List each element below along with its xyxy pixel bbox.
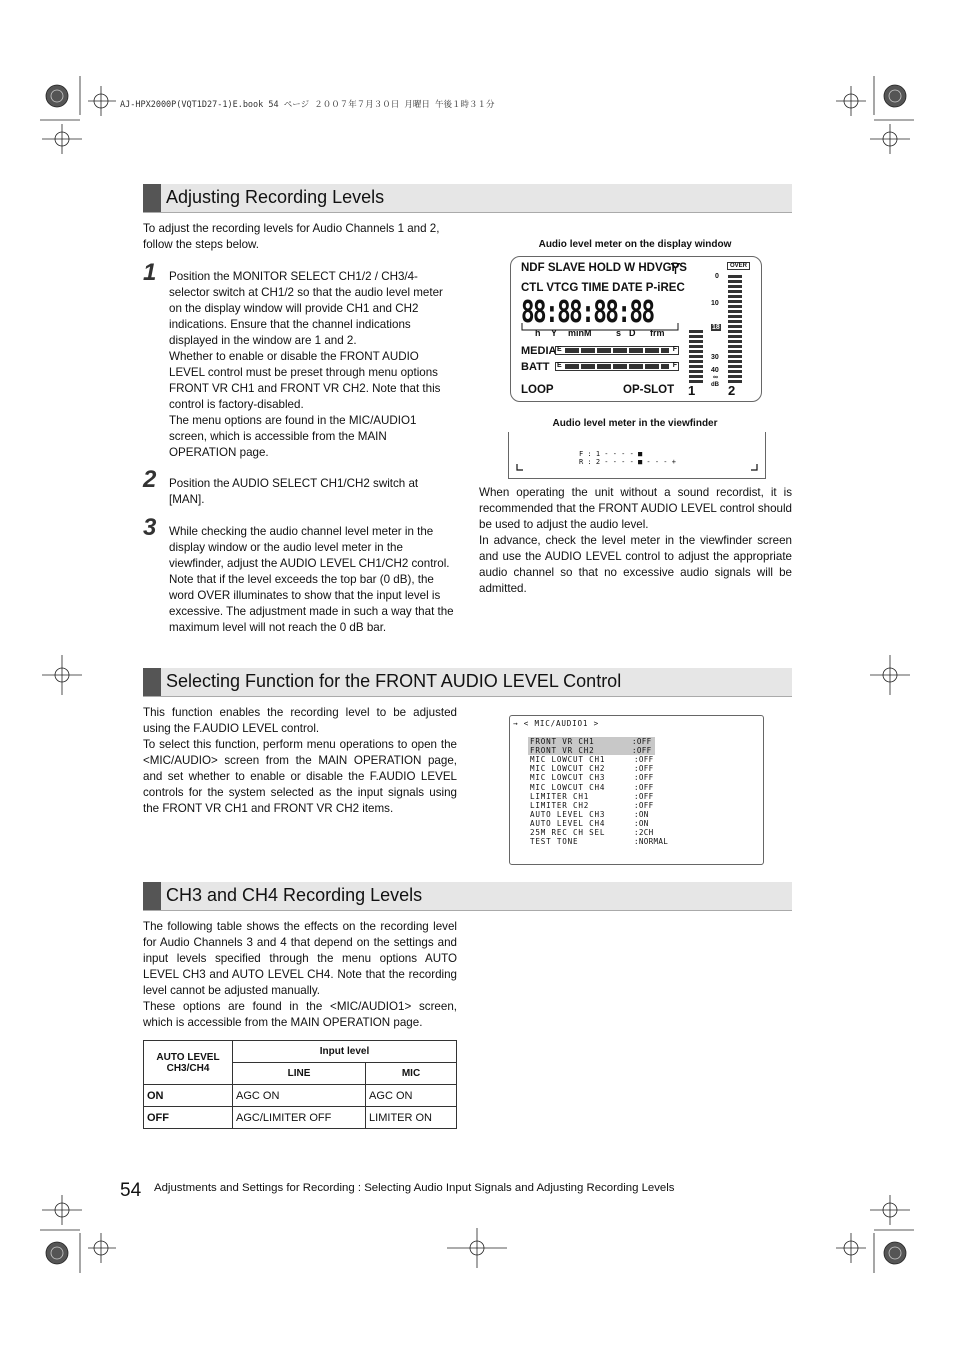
menu-item-value: :OFF [634, 764, 654, 774]
meter-segment [689, 370, 703, 373]
menu-item-label: AUTO LEVEL CH4 [530, 818, 606, 828]
menu-item-value: :NORMAL [634, 837, 669, 847]
menu-item[interactable] [530, 773, 654, 783]
page-number: 54 [120, 1180, 142, 1201]
intro-text: To adjust the recording levels for Audio Channels 1 and 2, follow the steps below. [143, 222, 440, 251]
meter-segment [728, 375, 742, 378]
bar-full-label: F [672, 362, 677, 369]
table-corner-header: AUTO LEVEL CH3/CH4 [144, 1041, 233, 1085]
menu-item-label: TEST TONE [530, 837, 579, 847]
table-group-header: Input level [233, 1041, 457, 1063]
meter-segment [728, 300, 742, 303]
meter-segment [728, 315, 742, 318]
meter-segment [689, 280, 703, 283]
menu-item[interactable] [530, 782, 654, 792]
meter-segment [689, 345, 703, 348]
menu-item[interactable] [530, 764, 654, 774]
bar-empty-label: E [557, 346, 562, 353]
menu-item-label: FRONT VR CH2 [530, 746, 595, 756]
vf-corner-marks [509, 432, 765, 478]
bar-empty-label: E [557, 362, 562, 369]
gps-antenna-icon [671, 263, 680, 274]
menu-item-value: :OFF [634, 791, 654, 801]
lcd-loop-label: LOOP [521, 384, 554, 396]
meter-segment [728, 345, 742, 348]
lcd-digits: 88:88:88:88 [521, 295, 654, 330]
meter-segment [728, 330, 742, 333]
step-text: Position the AUDIO SELECT CH1/CH2 switch at [MAN]. [169, 477, 419, 506]
table-cell: AGC ON [366, 1085, 457, 1107]
meter-segment [728, 355, 742, 358]
lcd-ch2-label: 2 [728, 383, 736, 398]
lcd-opslot-label: OP-SLOT [623, 384, 675, 396]
meter-segment [728, 305, 742, 308]
menu-item-value: :OFF [634, 782, 654, 792]
vf-line: R : 2 - - - - ■ - - - + [579, 458, 676, 466]
menu-item[interactable] [530, 818, 649, 828]
table-cell: AGC/LIMITER OFF [233, 1107, 366, 1129]
menu-item-label: AUTO LEVEL CH3 [530, 809, 606, 819]
meter-segment [728, 365, 742, 368]
meter-segment [728, 320, 742, 323]
menu-item[interactable] [528, 746, 655, 755]
meter-segment [689, 330, 703, 333]
meter-segment [689, 300, 703, 303]
lcd-unit: minM [568, 328, 592, 338]
bar-full-label: F [672, 346, 677, 353]
meter-segment [689, 365, 703, 368]
table-cell: AGC ON [233, 1085, 366, 1107]
table-row-header: OFF [144, 1107, 233, 1129]
meter-segment [689, 290, 703, 293]
scale-label: ∞ [713, 374, 718, 381]
display-caption: Audio level meter on the display window [538, 239, 732, 250]
viewfinder-meter [508, 432, 766, 479]
section3-text: The following table shows the effects on the recording level for Audio Channels 3 and 4 that depend on the settings and input levels specified through the menu options AUTO LEVEL CH3 and AUTO LEVEL CH4. Note that the recording level cannot be adjusted manually. These options are found in the <MIC/AUDIO1> screen, which is accessible from the MAIN OPERATION page. [143, 920, 457, 1029]
right-column-text: When operating the unit without a sound recordist, it is recommended that the FRONT AUDIO LEVEL control should be used to adjust the audio level. In advance, check the level meter in the viewfinder screen and use the AUDIO LEVEL control to adjust the appropriate audio channel so that no excessive audio signals will be admitted. [479, 486, 792, 595]
menu-title: → < MIC/AUDIO1 > [513, 719, 599, 728]
meter-segment [689, 350, 703, 353]
meter-segment [689, 315, 703, 318]
header-tab [143, 882, 161, 910]
vf-line: F : 1 - - - - ■ [579, 450, 643, 458]
table-row [144, 1085, 457, 1107]
menu-item-value: :OFF [632, 746, 652, 756]
table-col-header: MIC [366, 1063, 457, 1085]
menu-item-label: LIMITER CH2 [530, 800, 590, 810]
meter-segment [689, 340, 703, 343]
scale-label: 10 [711, 300, 719, 307]
viewfinder-caption: Audio level meter in the viewfinder [552, 418, 718, 429]
lcd-unit: s [616, 328, 622, 338]
step-number: 3 [143, 514, 157, 541]
table-row-header: ON [144, 1085, 233, 1107]
lcd-unit: D [629, 328, 636, 338]
lcd-unit: h [535, 328, 541, 338]
header-tab [143, 668, 161, 696]
auto-level-table [143, 1040, 457, 1129]
meter-segment [689, 325, 703, 328]
menu-item-label: FRONT VR CH1 [530, 737, 595, 746]
menu-item-value: :OFF [632, 737, 652, 746]
table-col-header: LINE [233, 1063, 366, 1085]
menu-item[interactable] [530, 791, 654, 801]
meter-segment [689, 375, 703, 378]
meter-segment [689, 335, 703, 338]
meter-segment [689, 295, 703, 298]
meter-segment [689, 275, 703, 278]
section-title: Selecting Function for the FRONT AUDIO LEVEL Control [166, 671, 622, 691]
scale-label: 0 [715, 273, 719, 280]
step-text: While checking the audio channel level meter in the display window or the audio level meter in the viewfinder, adjust the AUDIO LEVEL CH1/CH2 control. Note that if the level exceeds the top bar (0 dB), the word OVER illuminates to show that the input level is excessive. The adjustment made in such a way that the maximum level will not reach the 0 dB bar. [169, 525, 454, 634]
menu-item-label: MIC LOWCUT CH3 [530, 773, 606, 783]
scale-label: 18 [712, 324, 720, 331]
batt-bar [555, 362, 679, 371]
menu-item-value: :OFF [634, 755, 654, 765]
menu-item-label: 25M REC CH SEL [530, 828, 606, 837]
lcd-row2: CTL VTCG TIME DATE P-iREC [521, 282, 685, 294]
meter-segment [728, 370, 742, 373]
table-cell: LIMITER ON [366, 1107, 457, 1129]
lcd-media-label: MEDIA [521, 345, 557, 357]
lcd-unit: Y [551, 328, 558, 338]
menu-item-label: MIC LOWCUT CH1 [530, 755, 606, 765]
meter-segment [728, 290, 742, 293]
menu-item-value: :ON [634, 818, 649, 828]
section-title: Adjusting Recording Levels [166, 187, 385, 207]
section2-text: This function enables the recording level to be adjusted using the F.AUDIO LEVEL control. To select this function, perform menu operations to open the <MIC/AUDIO> screen from the MAIN OPERATION page, and set whether to enable or disable the F.AUDIO LEVEL controls for the system selected as the input signals using the FRONT VR CH1 and FRONT VR CH2 items. [143, 706, 457, 815]
menu-item-label: MIC LOWCUT CH2 [530, 764, 606, 774]
meter-segment [728, 310, 742, 313]
step-number: 1 [143, 259, 157, 286]
scale-label: 30 [711, 354, 719, 361]
menu-item-value: :2CH [634, 828, 654, 837]
step-number: 2 [143, 466, 157, 493]
meter-segment [728, 280, 742, 283]
meter-segment [689, 355, 703, 358]
menu-item[interactable] [530, 828, 654, 837]
over-indicator: OVER [727, 262, 750, 270]
media-bar [555, 346, 679, 355]
meter-segment [728, 360, 742, 363]
menu-item[interactable] [530, 800, 654, 810]
section-header [143, 184, 792, 213]
table-row [144, 1107, 457, 1129]
menu-item[interactable] [530, 755, 654, 765]
meter-segment [689, 305, 703, 308]
meter-segment [728, 335, 742, 338]
step-text: Position the MONITOR SELECT CH1/2 / CH3/4-selector switch at CH1/2 so that the audio level meter on the display window will provide CH1 and CH2 indications. Ensure that the channel indications displayed in the window are 1 and 2. Whether to enable or disable the FRONT AUDIO LEVEL control must be preset through menu options FRONT VR CH1 and FRONT VR CH2. Note that this control is factory-disabled. The menu options are found in the MIC/AUDIO1 screen, which is accessible from the MAIN OPERATION page. [169, 270, 443, 459]
menu-item-value: :OFF [634, 800, 654, 810]
lcd-unit: frm [650, 328, 665, 338]
lcd-ch1-label: 1 [688, 383, 696, 398]
scale-label: dB [711, 382, 719, 388]
section-title: CH3 and CH4 Recording Levels [166, 885, 423, 905]
header-tab [143, 184, 161, 212]
meter-segment [728, 325, 742, 328]
section-header [143, 668, 792, 697]
footer-text: Adjustments and Settings for Recording : Selecting Audio Input Signals and Adjusting Recording Levels [154, 1182, 675, 1194]
scale-label: 40 [711, 367, 719, 374]
meter-segment [728, 285, 742, 288]
print-header: AJ-HPX2000P(VQT1D27-1)E.book 54 ページ ２００７年７月３０日 月曜日 午後１時３１分 [120, 100, 495, 110]
menu-item-label: LIMITER CH1 [530, 791, 590, 801]
menu-item-value: :OFF [634, 773, 654, 783]
meter-segment [689, 360, 703, 363]
lcd-unit-bracket [521, 323, 679, 331]
meter-segment [728, 340, 742, 343]
menu-item[interactable] [530, 837, 669, 847]
meter-segment [689, 320, 703, 323]
menu-screen [509, 715, 764, 865]
display-window [510, 256, 762, 402]
menu-item[interactable] [528, 737, 655, 746]
menu-item[interactable] [530, 809, 649, 819]
lcd-batt-label: BATT [521, 361, 550, 373]
meter-segment [689, 285, 703, 288]
meter-segment [689, 310, 703, 313]
section-header [143, 882, 792, 911]
meter-segment [728, 275, 742, 278]
meter-segment [728, 295, 742, 298]
menu-item-label: MIC LOWCUT CH4 [530, 782, 606, 792]
menu-item-value: :ON [634, 809, 649, 819]
lcd-row1: NDF SLAVE HOLD W HDVGPS [521, 262, 687, 274]
meter-segment [728, 350, 742, 353]
